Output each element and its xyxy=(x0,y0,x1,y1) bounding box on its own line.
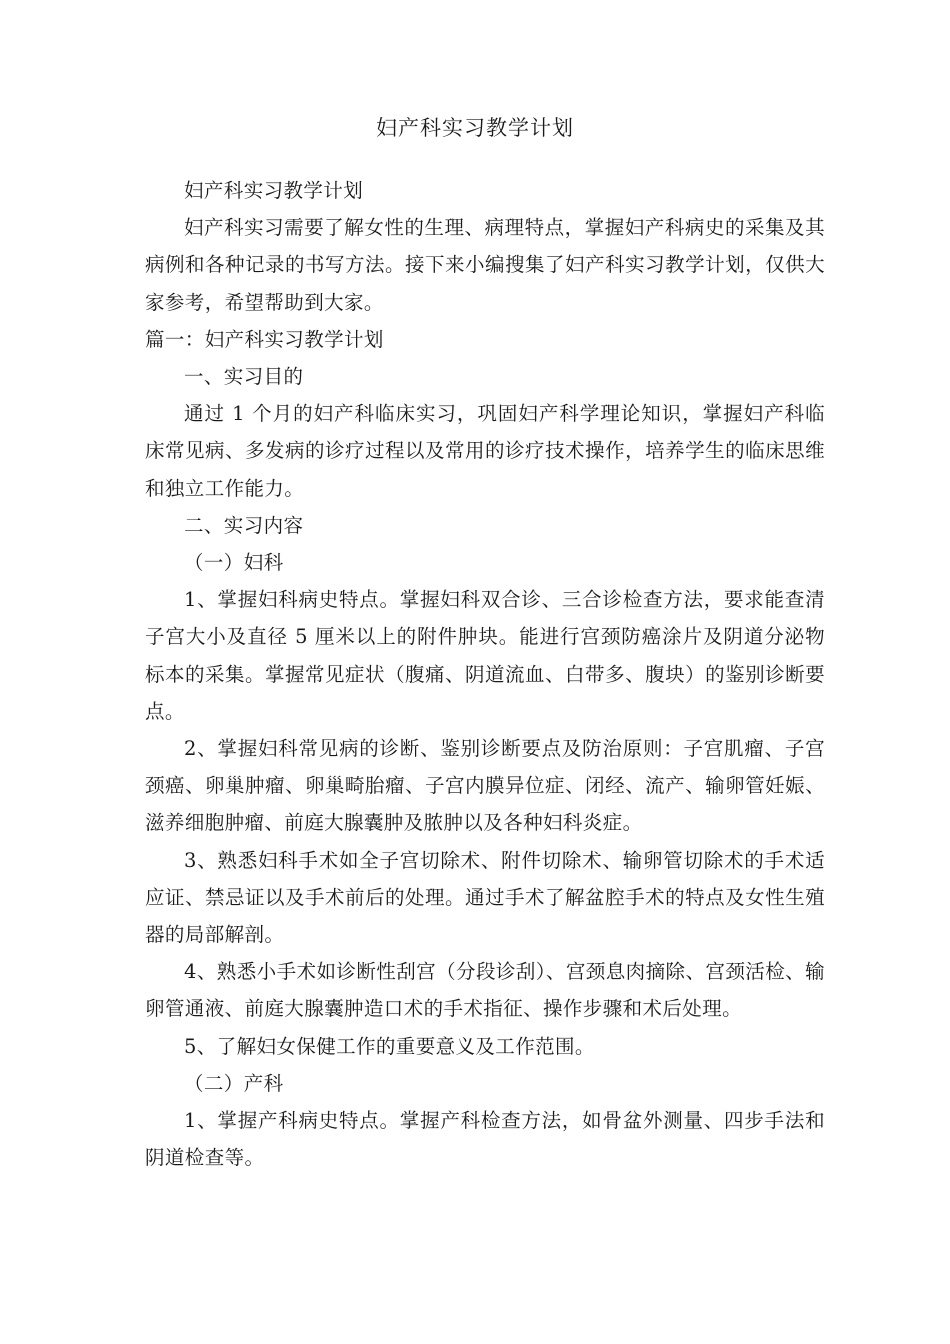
paragraph: （一）妇科 xyxy=(184,551,284,575)
paragraph: 2、掌握妇科常见病的诊断、鉴别诊断要点及防治原则：子宫肌瘤、子宫颈癌、卵巢肿瘤、卵巢畸胎瘤、子宫内膜异位症、闭经、流产、输卵管妊娠、滋养细胞肿瘤、前庭大腺囊肿及脓肿以及各种妇科炎症。 xyxy=(145,737,825,835)
paragraph: 二、实习内容 xyxy=(184,513,304,537)
paragraph: 1、掌握妇科病史特点。掌握妇科双合诊、三合诊检查方法，要求能查清子宫大小及直径 5 厘米以上的附件肿块。能进行宫颈防癌涂片及阴道分泌物标本的采集。掌握常见症状（腹痛、阴道流血、白带多、腹块）的鉴别诊断要点。 xyxy=(145,588,825,723)
paragraph: 1、掌握产科病史特点。掌握产科检查方法，如骨盆外测量、四步手法和阴道检查等。 xyxy=(145,1109,825,1170)
paragraph: 一、实习目的 xyxy=(184,365,304,389)
paragraph: 4、熟悉小手术如诊断性刮宫（分段诊刮）、宫颈息肉摘除、宫颈活检、输卵管通液、前庭大腺囊肿造口术的手术指征、操作步骤和术后处理。 xyxy=(145,960,825,1021)
paragraph: 妇产科实习需要了解女性的生理、病理特点，掌握妇产科病史的采集及其病例和各种记录的书写方法。接下来小编搜集了妇产科实习教学计划，仅供大家参考，希望帮助到大家。 xyxy=(145,216,825,314)
paragraph: 5、了解妇女保健工作的重要意义及工作范围。 xyxy=(184,1034,595,1058)
paragraph: （二）产科 xyxy=(184,1071,284,1095)
paragraph: 3、熟悉妇科手术如全子宫切除术、附件切除术、输卵管切除术的手术适应证、禁忌证以及手术前后的处理。通过手术了解盆腔手术的特点及女性生殖器的局部解剖。 xyxy=(145,848,825,947)
document-body xyxy=(145,172,825,1176)
paragraph: 通过 1 个月的妇产科临床实习，巩固妇产科学理论知识，掌握妇产科临床常见病、多发病的诊疗过程以及常用的诊疗技术操作，培养学生的临床思维和独立工作能力。 xyxy=(145,402,825,500)
paragraph: 妇产科实习教学计划 xyxy=(184,179,364,202)
paragraph: 篇一：妇产科实习教学计划 xyxy=(145,327,384,351)
document-title: 妇产科实习教学计划 xyxy=(376,116,574,140)
